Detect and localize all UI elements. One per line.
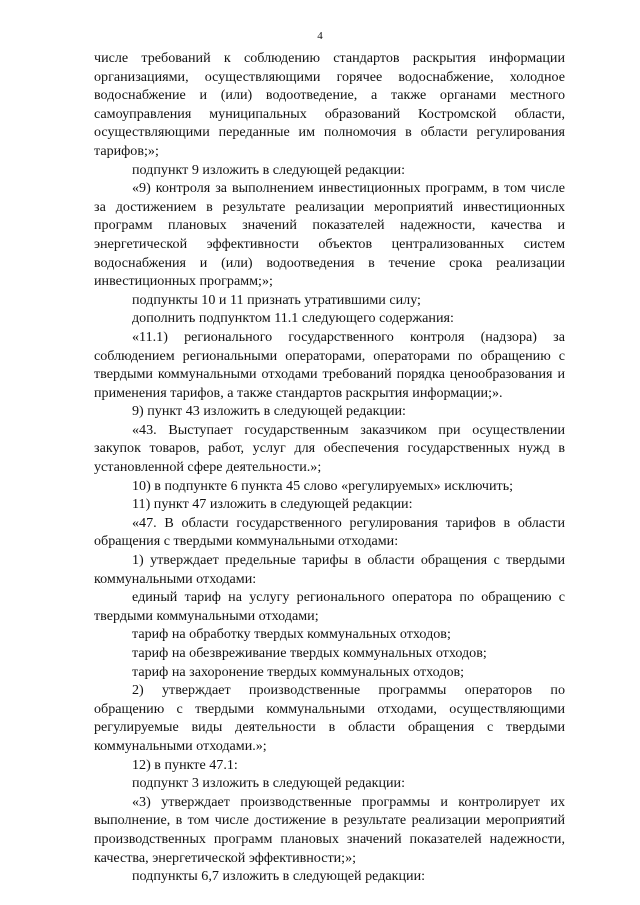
paragraph: числе требований к соблюдению стандартов раскрытия информации организациями, осуществляющими горячее водоснабжение, холодное водоснабжение и (или) водоотведение, а также органами местного самоуправления муниципальных образований Костромской области, осуществляющими переданные им полномочия в области регулирования тарифов;»; xyxy=(94,50,565,159)
paragraph: тариф на обезвреживание твердых коммунальных отходов; xyxy=(132,645,487,661)
paragraph: подпункт 3 изложить в следующей редакции: xyxy=(132,775,406,792)
paragraph: 2) утверждает производственные программы операторов по обращению с твердыми коммунальными отходами, осуществляющими регулируемые виды деятельности в области обращения с твердыми коммунальными отходами.»; xyxy=(94,682,565,754)
paragraph: тариф на обработку твердых коммунальных отходов; xyxy=(132,626,451,643)
paragraph: дополнить подпунктом 11.1 следующего содержания: xyxy=(132,310,454,327)
paragraph: 10) в подпункте 6 пункта 45 слово «регулируемых» исключить; xyxy=(132,477,514,494)
paragraph: подпункт 9 изложить в следующей редакции: xyxy=(132,161,406,178)
paragraph: 1) утверждает предельные тарифы в области обращения с твердыми коммунальными отходами: xyxy=(94,552,565,587)
page-number: 4 xyxy=(317,30,323,42)
paragraph: 11) пункт 47 изложить в следующей редакции: xyxy=(132,496,413,513)
paragraph: единый тариф на услугу регионального оператора по обращению с твердыми коммунальными отходами; xyxy=(94,589,565,624)
paragraph: «11.1) регионального государственного контроля (надзора) за соблюдением региональными операторами, операторами по обращению с твердыми коммунальными отходами требований порядка ценообразования и применения тарифов, а также стандартов раскрытия информации;». xyxy=(94,328,565,401)
paragraph: тариф на захоронение твердых коммунальных отходов; xyxy=(132,663,465,680)
paragraph: подпункты 6,7 изложить в следующей редакции: xyxy=(132,868,426,885)
paragraph: «9) контроля за выполнением инвестиционных программ, в том числе за достижением в результате реализации мероприятий инвестиционных программ плановых значений показателей надежности, качества и энергетической эффективности объектов централизованных систем водоснабжения и (или) водоотведения в течение срока реализации инвестиционных программ;»; xyxy=(94,180,565,290)
document-body xyxy=(94,49,565,886)
paragraph: 12) в пункте 47.1: xyxy=(132,756,238,773)
paragraph: «3) утверждает производственные программы и контролирует их выполнение, в том числе достижение в результате реализации мероприятий производственных программ плановых значений показателей надежности, качества, энергетической эффективности;»; xyxy=(94,793,565,866)
paragraph: «47. В области государственного регулирования тарифов в области обращения с твердыми коммунальными отходами: xyxy=(94,514,565,550)
paragraph: подпункты 10 и 11 признать утратившими силу; xyxy=(132,291,421,308)
paragraph: «43. Выступает государственным заказчиком при осуществлении закупок товаров, работ, услуг для обеспечения государственных нужд в установленной сфере деятельности.»; xyxy=(94,421,565,476)
paragraph: 9) пункт 43 изложить в следующей редакции: xyxy=(132,403,406,420)
